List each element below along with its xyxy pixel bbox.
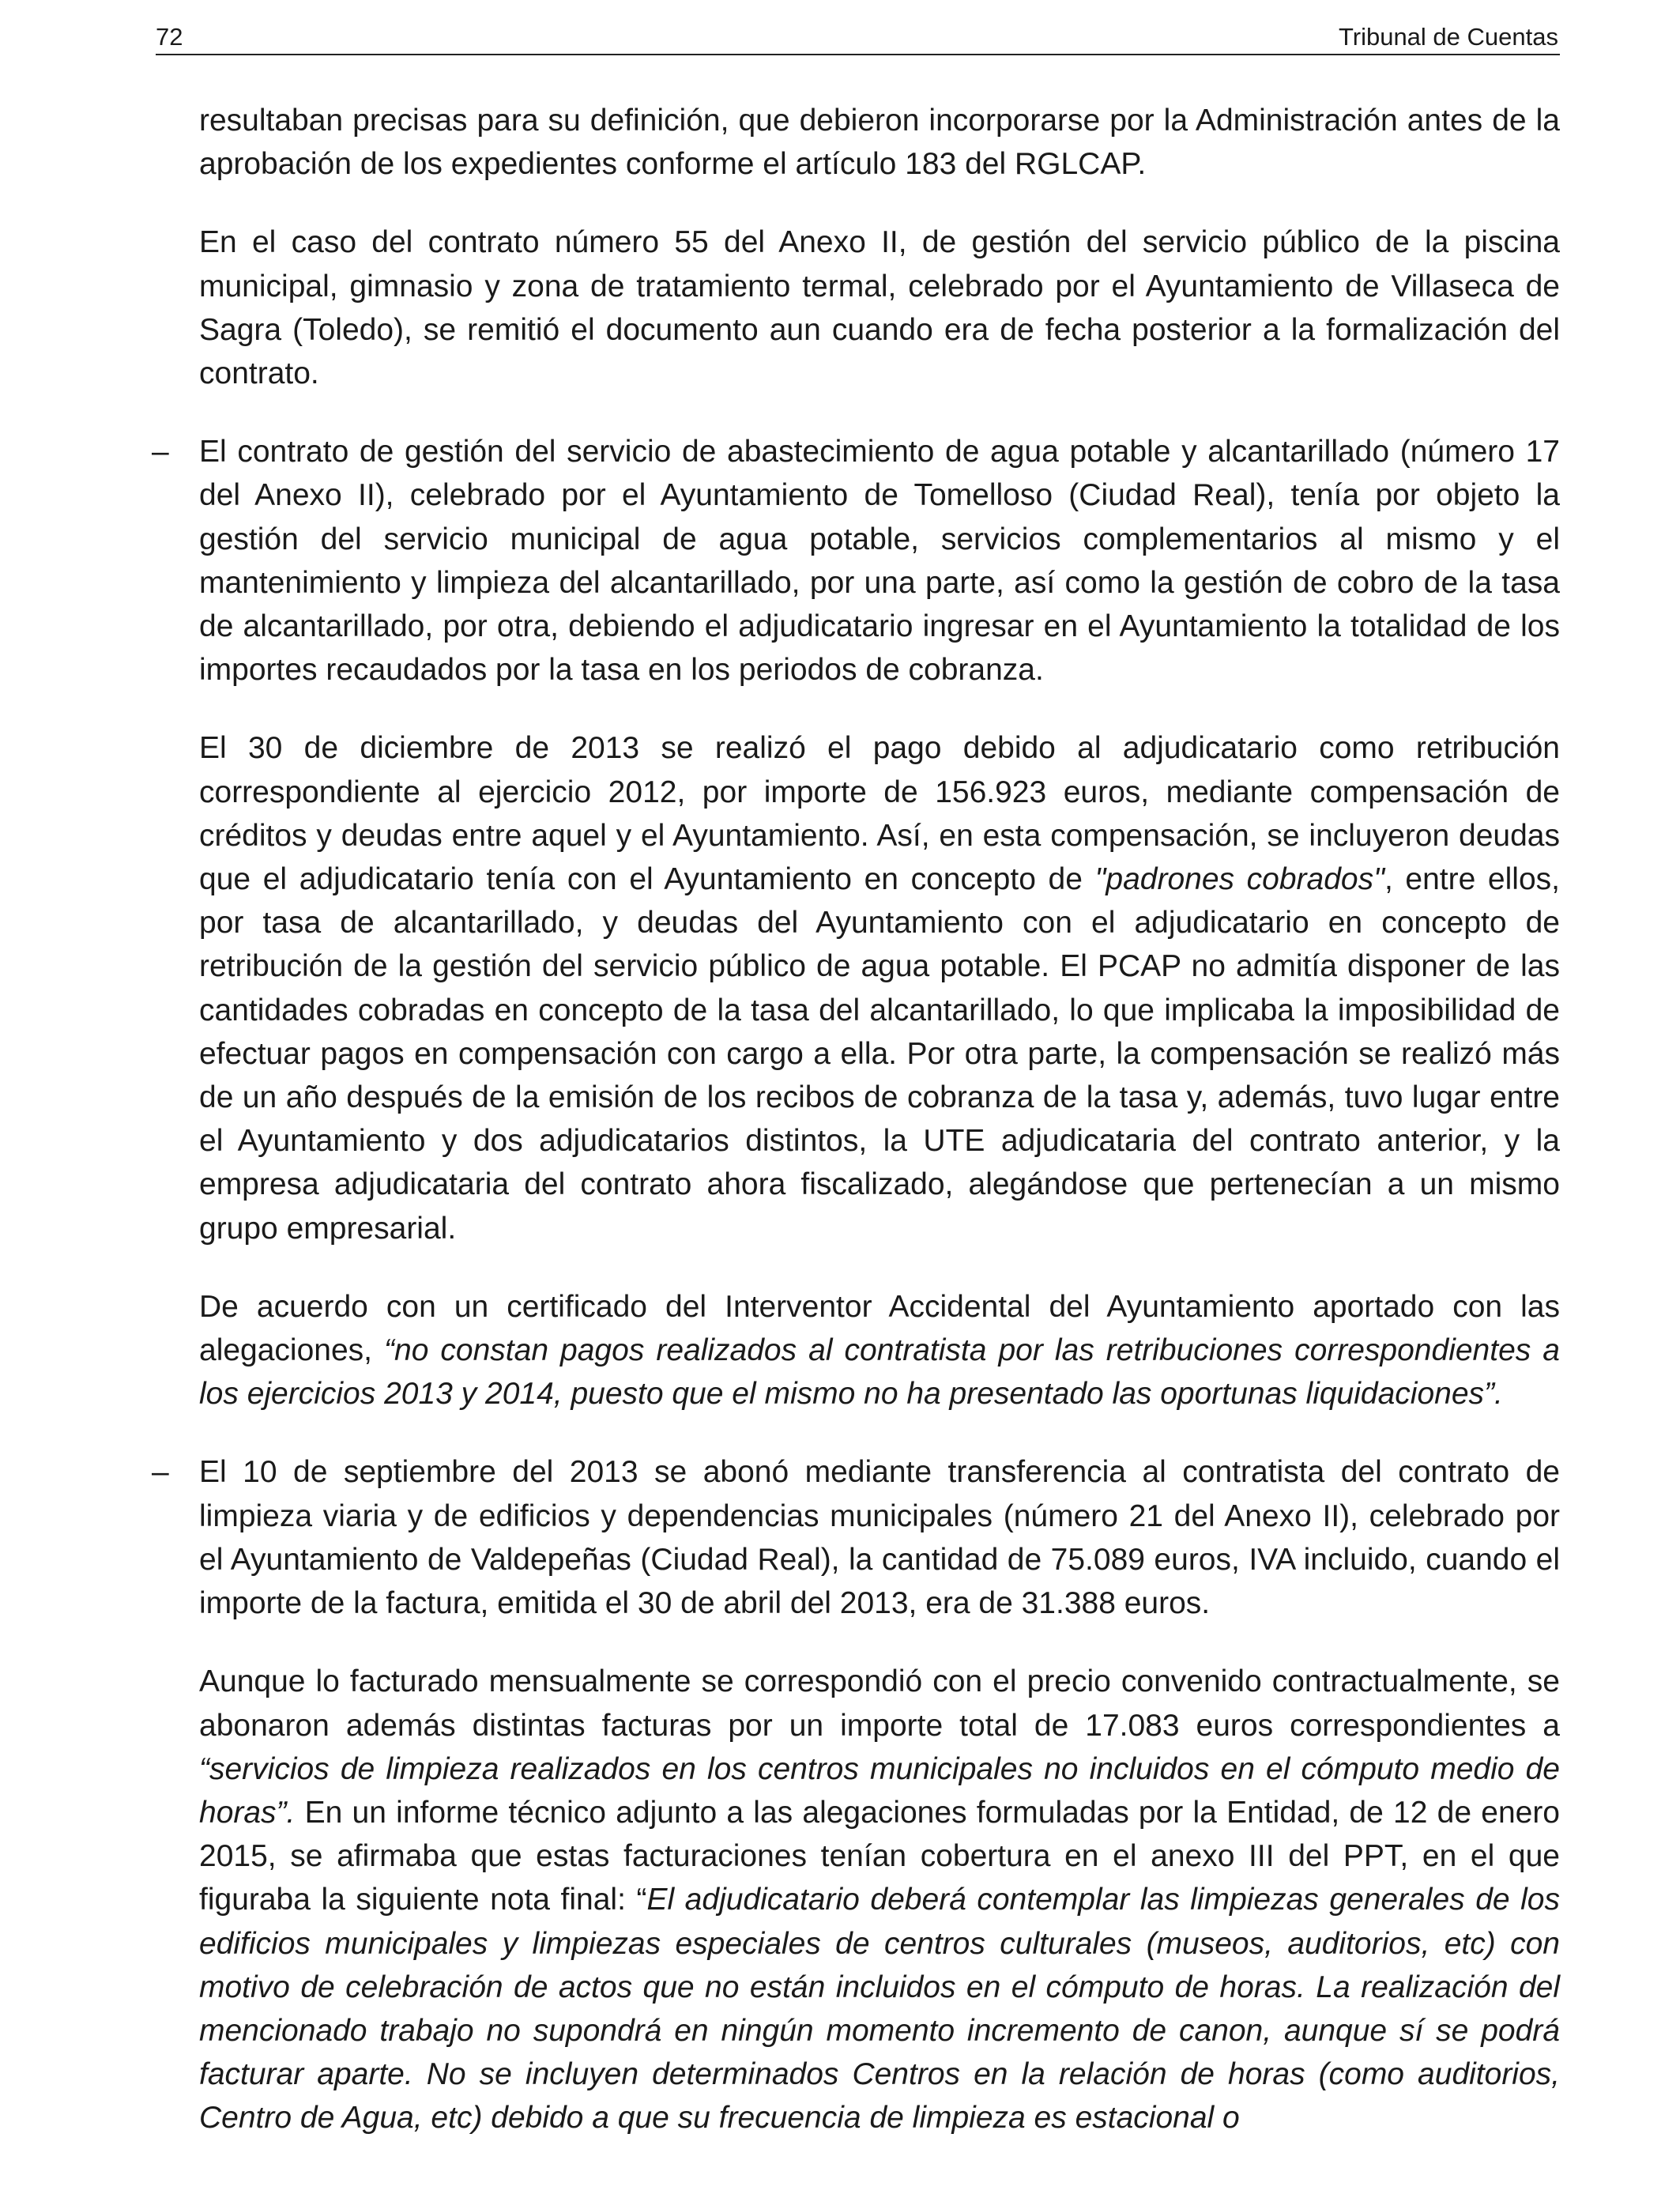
- document-body: [152, 99, 1560, 2175]
- text-segment: Aunque lo facturado mensualmente se correspondió con el precio convenido contractualmente, se abonaron además distintas facturas por un importe total de 17.083 euros correspondientes a: [199, 1664, 1560, 1743]
- italic-quote: El adjudicatario deberá contemplar las limpiezas generales de los edificios municipales y limpiezas especiales de centros culturales (museos, auditorios, etc) con motivo de celebración de actos que no están incluidos en el cómputo de horas. La realización del mencionado trabajo no supondrá en ningún momento incremento de canon, aunque sí se podrá facturar aparte. No se incluyen determinados Centros en la relación de horas (como auditorios, Centro de Agua, etc) debido a que su frecuencia de limpieza es estacional o: [199, 1883, 1560, 2136]
- text-segment: El contrato de gestión del servicio de abastecimiento de agua potable y alcantarillado (número 17 del Anexo II), celebrado por el Ayuntamiento de Tomelloso (Ciudad Real), tenía por objeto la gestión del servicio municipal de agua potable, servicios complementarios al mismo y el mantenimiento y limpieza del alcantarillado, por una parte, así como la gestión de cobro de la tasa de alcantarillado, por otra, debiendo el adjudicatario ingresar en el Ayuntamiento la totalidad de los importes recaudados por la tasa en los periodos de cobranza.: [199, 435, 1560, 688]
- text-segment: resultaban precisas para su definición, que debieron incorporarse por la Administración antes de la aprobación de los expedientes conforme el artículo 183 del RGLCAP.: [199, 104, 1560, 182]
- paragraph: [199, 1660, 1560, 2139]
- text-segment: De acuerdo con un certificado del Interventor Accidental del Ayuntamiento aportado con las alegaciones,: [199, 1289, 1560, 1368]
- bullet-paragraph: [152, 1450, 1560, 1625]
- paragraph: [199, 99, 1560, 186]
- paragraph: [199, 1285, 1560, 1416]
- paragraph: [199, 221, 1560, 395]
- page-header: [156, 21, 1560, 55]
- bullet-dash-icon: –: [152, 435, 169, 469]
- header-title: Tribunal de Cuentas: [1338, 23, 1558, 51]
- bullet-paragraph: [152, 430, 1560, 692]
- paragraph: [199, 726, 1560, 1250]
- italic-quote: “servicios de limpieza realizados en los centros municipales no incluidos en el cómputo medio de horas”.: [199, 1751, 1560, 1830]
- text-segment: En un informe técnico adjunto a las alegaciones formuladas por la Entidad, de 12 de enero 2015, se afirmaba que estas facturaciones tenían cobertura en el anexo III del PPT, en el que figuraba la siguiente nota final: “: [199, 1795, 1560, 1917]
- bullet-dash-icon: –: [152, 1455, 169, 1490]
- page-number: 72: [156, 23, 183, 51]
- text-segment: , entre ellos, por tasa de alcantarillado, y deudas del Ayuntamiento con el adjudicatario en concepto de retribución de la gestión del servicio público de agua potable. El PCAP no admitía disponer de las cantidades cobradas en concepto de la tasa del alcantarillado, lo que implicaba la imposibilidad de efectuar pagos en compensación con cargo a ella. Por otra parte, la compensación se realizó más de un año después de la emisión de los recibos de cobranza de la tasa y, además, tuvo lugar entre el Ayuntamiento y dos adjudicatarios distintos, la UTE adjudicataria del contrato anterior, y la empresa adjudicataria del contrato ahora fiscalizado, alegándose que pertenecían a un mismo grupo empresarial.: [199, 862, 1560, 1246]
- text-segment: El 30 de diciembre de 2013 se realizó el pago debido al adjudicatario como retribución correspondiente al ejercicio 2012, por importe de 156.923 euros, mediante compensación de créditos y deudas entre aquel y el Ayuntamiento. Así, en esta compensación, se incluyeron deudas que el adjudicatario tenía con el Ayuntamiento en concepto de: [199, 731, 1560, 897]
- italic-quote: "padrones cobrados": [1094, 862, 1384, 897]
- text-segment: El 10 de septiembre del 2013 se abonó mediante transferencia al contratista del contrato de limpieza viaria y de edificios y dependencias municipales (número 21 del Anexo II), celebrado por el Ayuntamiento de Valdepeñas (Ciudad Real), la cantidad de 75.089 euros, IVA incluido, cuando el importe de la factura, emitida el 30 de abril del 2013, era de 31.388 euros.: [199, 1455, 1560, 1621]
- text-segment: En el caso del contrato número 55 del Anexo II, de gestión del servicio público de la piscina municipal, gimnasio y zona de tratamiento termal, celebrado por el Ayuntamiento de Villaseca de Sagra (Toledo), se remitió el documento aun cuando era de fecha posterior a la formalización del contrato.: [199, 225, 1560, 391]
- italic-quote: “no constan pagos realizados al contratista por las retribuciones correspondientes a los ejercicios 2013 y 2014, puesto que el mismo no ha presentado las oportunas liquidaciones”.: [199, 1333, 1560, 1412]
